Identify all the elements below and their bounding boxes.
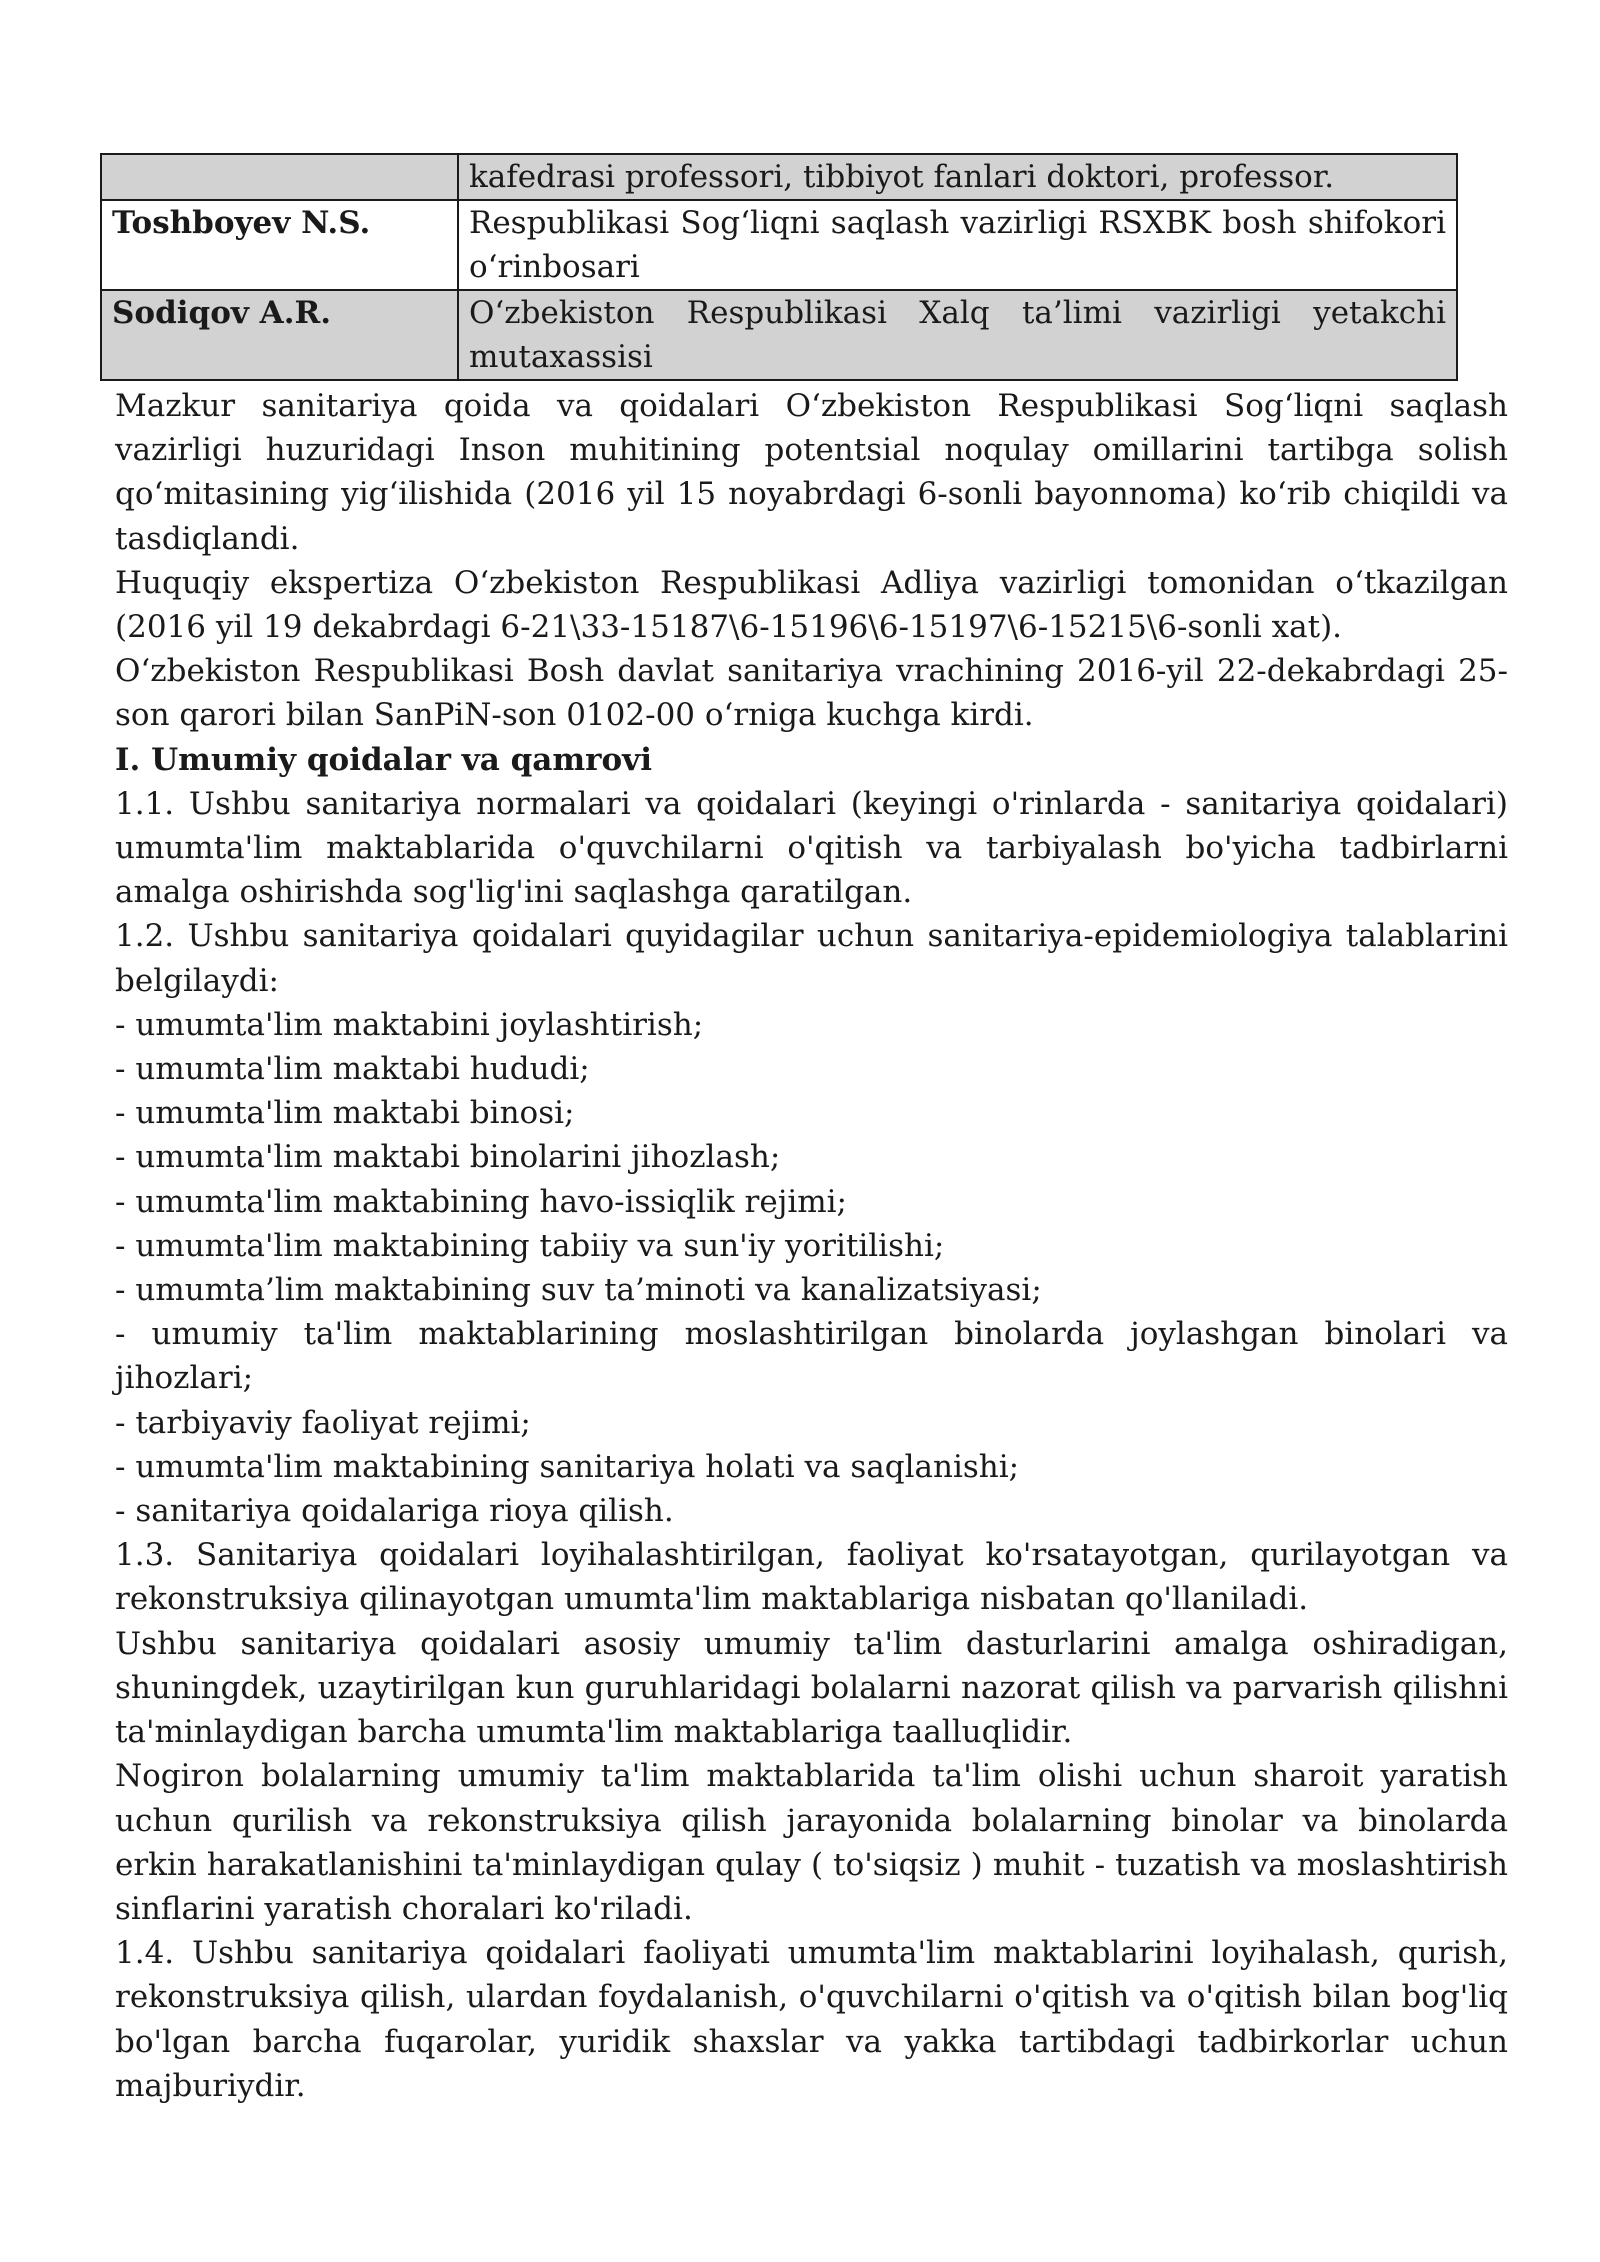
expertise-paragraph: Huquqiy ekspertiza O‘zbekiston Respublikasi Adliya vazirligi tomonidan o‘tkazilgan (2016 yil 19 dekabrdagi 6-21\33-15187\6-15196\6-15197\6-15215\6-sonli xat). [115, 564, 1508, 646]
list-item: - umumta'lim maktabining tabiiy va sun'iy yoritilishi; [115, 1227, 945, 1264]
list-item: - umumiy ta'lim maktablarining moslashtirilgan binolarda joylashgan binolari va jihozlari; [115, 1316, 1508, 1397]
list-item: - tarbiyaviy faoliyat rejimi; [115, 1404, 531, 1441]
clause-1-1: 1.1. Ushbu sanitariya normalari va qoidalari (keyingi o'rinlarda - sanitariya qoidalari) umumta'lim maktablarida o'quvchilarni o'qitish va tarbiyalash bo'yicha tadbirlarni amalga oshirishda sog'lig'ini saqlashga qaratilgan. [115, 785, 1508, 911]
clause-1-3: 1.3. Sanitariya qoidalari loyihalashtirilgan, faoliyat ko'rsatayotgan, qurilayotgan va rekonstruksiya qilinayotgan umumta'lim maktablariga nisbatan qo'llaniladi. [115, 1537, 1508, 1618]
list-item: - umumta'lim maktabini joylashtirish; [115, 1006, 704, 1043]
table-row [101, 290, 1457, 380]
clause-1-3-scope: Ushbu sanitariya qoidalari asosiy umumiy ta'lim dasturlarini amalga oshiradigan, shuningdek, uzaytirilgan kun guruhlaridagi bolalarni nazorat qilish va parvarish qilishni ta'minlaydigan barcha umumta'lim maktablariga taalluqlidir. [115, 1625, 1508, 1751]
member-position: Respublikasi Sog‘liqni saqlash vazirligi RSXBK bosh shifokori o‘rinbosari [458, 200, 1457, 290]
document-body [115, 384, 1508, 2108]
table-row [101, 200, 1457, 290]
member-name [101, 154, 458, 200]
member-position: kafedrasi professori, tibbiyot fanlari doktori, professor. [458, 154, 1457, 200]
enforcement-paragraph: O‘zbekiston Respublikasi Bosh davlat sanitariya vrachining 2016-yil 22-dekabrdagi 25-son qarori bilan SanPiN-son 0102-00 o‘rniga kuchga kirdi. [115, 653, 1508, 734]
clause-1-2: 1.2. Ushbu sanitariya qoidalari quyidagilar uchun sanitariya-epidemiologiya talablarini belgilaydi: [115, 918, 1508, 999]
list-item: - umumta'lim maktabi binolarini jihozlash; [115, 1139, 781, 1176]
list-item: - umumta'lim maktabining sanitariya holati va saqlanishi; [115, 1448, 1020, 1485]
member-position: O‘zbekiston Respublikasi Xalq ta’limi vazirligi yetakchi mutaxassisi [458, 290, 1457, 380]
list-item: - umumta’lim maktabining suv ta’minoti va kanalizatsiyasi; [115, 1272, 1042, 1309]
clause-1-3-accessibility: Nogiron bolalarning umumiy ta'lim maktablarida ta'lim olishi uchun sharoit yaratish uchun qurilish va rekonstruksiya qilish jarayonida bolalarning binolar va binolarda erkin harakatlanishini ta'minlaydigan qulay ( to'siqsiz ) muhit - tuzatish va moslashtirish sinflarini yaratish choralari ko'riladi. [115, 1758, 1508, 1927]
list-item: - sanitariya qoidalariga rioya qilish. [115, 1493, 674, 1530]
list-item: - umumta'lim maktabining havo-issiqlik rejimi; [115, 1183, 847, 1220]
member-name: Sodiqov A.R. [101, 290, 458, 380]
list-item: - umumta'lim maktabi hududi; [115, 1051, 590, 1088]
table-row [101, 154, 1457, 200]
list-item: - umumta'lim maktabi binosi; [115, 1095, 575, 1132]
clause-1-4: 1.4. Ushbu sanitariya qoidalari faoliyati umumta'lim maktablarini loyihalash, qurish, rekonstruksiya qilish, ulardan foydalanish, o'quvchilarni o'qitish va o'qitish bilan bog'liq bo'lgan barcha fuqarolar, yuridik shaxslar va yakka tartibdagi tadbirkorlar uchun majburiydir. [115, 1935, 1508, 2104]
member-name: Toshboyev N.S. [101, 200, 458, 290]
requirements-list [115, 1003, 1508, 1533]
approval-paragraph: Mazkur sanitariya qoida va qoidalari O‘zbekiston Respublikasi Sog‘liqni saqlash vazirligi huzuridagi Inson muhitining potentsial noqulay omillarini tartibga solish qo‘mitasining yig‘ilishida (2016 yil 15 noyabrdagi 6-sonli bayonnoma) ko‘rib chiqildi va tasdiqlandi. [115, 388, 1508, 557]
commission-members-table [100, 153, 1458, 381]
section-heading: I. Umumiy qoidalar va qamrovi [115, 741, 652, 778]
